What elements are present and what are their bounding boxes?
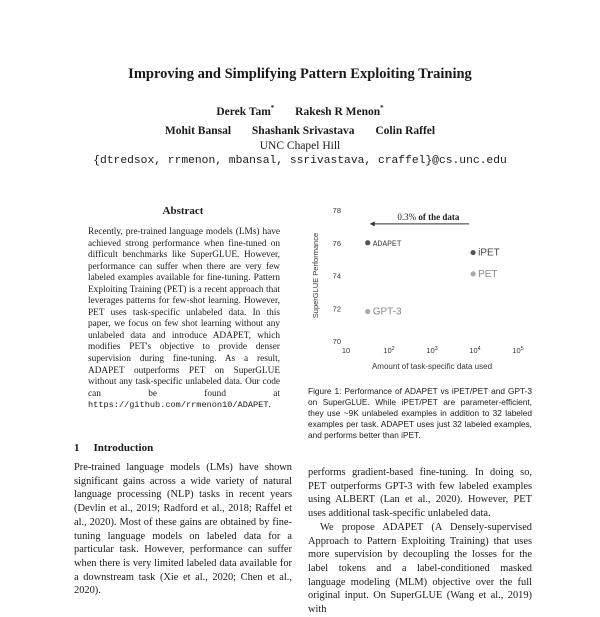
point-label: GPT-3 bbox=[372, 306, 402, 318]
x-tick-label: $10^3$ bbox=[426, 346, 438, 355]
paper-title: Improving and Simplifying Pattern Exploiting Training bbox=[128, 66, 472, 82]
x-tick-label: 10 bbox=[341, 346, 351, 355]
y-axis-label: SuperGLUE Performance bbox=[311, 232, 320, 319]
code-link[interactable]: https://github.com/rrmenon10/ADAPET bbox=[88, 400, 269, 411]
annotation-text: 0.3% of the data bbox=[397, 211, 460, 222]
data-point bbox=[470, 271, 475, 276]
arrow-head bbox=[370, 221, 375, 226]
point-label: iPET bbox=[478, 247, 500, 259]
intro-text: Pre-trained language models (LMs) have shown significant gains across a wide variety of natural language processing (NLP) tasks in recent years (Devlin et al., 2019; Radford et al., 2018; Raffel et al., 2020). Most of these gains are obtained by fine-tuning language models on labeled data for a particular task. However, performance can suffer when there is very limited labeled data available for a downstream task (Xie et al., 2020; Chen et al., 2020). bbox=[74, 462, 292, 597]
section-heading: 1 Introduction bbox=[74, 442, 154, 454]
affiliation: UNC Chapel Hill bbox=[259, 140, 341, 152]
chart-marks bbox=[365, 212, 500, 318]
data-point bbox=[365, 240, 370, 245]
author-name: Derek Tam* bbox=[216, 104, 275, 118]
y-tick-label: 74 bbox=[332, 271, 341, 281]
x-tick-label: $10^4$ bbox=[469, 346, 481, 355]
author-line-1 bbox=[0, 104, 600, 118]
y-tick-label: 70 bbox=[332, 337, 341, 346]
author-name: Colin Raffel bbox=[375, 125, 436, 137]
author-name: Rakesh R Menon* bbox=[295, 104, 384, 118]
x-tick-label: $10^5$ bbox=[512, 346, 524, 355]
abstract-heading: Abstract bbox=[162, 205, 204, 217]
author-name: Shashank Srivastava bbox=[251, 125, 355, 137]
paragraph: We propose ADAPET (A Densely-supervised Approach to Pattern Exploiting Training) that uses more supervision by decoupling the losses for the label tokens and a label-conditioned masked language modeling (MLM) objective over the full original input. On SuperGLUE (Wang et al., 2019) with bbox=[308, 521, 532, 616]
author-name: Mohit Bansal bbox=[164, 125, 232, 137]
paragraph: performs gradient-based fine-tuning. In doing so, PET outperforms GPT-3 with few labeled examples using ALBERT (Lan et al., 2020). However, PET uses additional task-specific unlabeled data. bbox=[308, 467, 532, 520]
point-label: ADAPET bbox=[372, 239, 402, 249]
author-line-2 bbox=[0, 125, 600, 137]
y-tick-label: 78 bbox=[332, 206, 341, 215]
figure-caption: Figure 1: Performance of ADAPET vs iPET/PET and GPT-3 on SuperGLUE. While iPET/PET are parameter-efficient, they use ~9K unlabeled examples in addition to 32 labeled examples per task. ADAPET uses just 32 labeled examples, and performs better than iPET. bbox=[308, 386, 532, 440]
data-point bbox=[470, 250, 475, 255]
chart-axes bbox=[311, 206, 524, 371]
data-point bbox=[365, 309, 370, 314]
y-tick-label: 76 bbox=[332, 238, 341, 248]
x-axis-label: Amount of task-specific data used bbox=[371, 362, 493, 371]
x-tick-label: $10^2$ bbox=[383, 346, 395, 355]
right-column-text bbox=[308, 466, 532, 617]
abstract-text: Recently, pre-trained language models (LMs) have achieved strong performance when fine-tuned on difficult benchmarks like SuperGLUE. However, performance can suffer when there are very few labeled examples available for fine-tuning. Pattern Exploiting Training (PET) is a recent approach that leverages patterns for few-shot learning. However, PET uses task-specific unlabeled data. In this paper, we focus on few shot learning without any unlabeled data and introduce ADAPET, which modifies PET's objective to provide denser supervision during fine-tuning. As a result, ADAPET outperforms PET on SuperGLUE without any task-specific unlabeled data. Our code can be found at https://github.com/rrmenon10/ADAPET. bbox=[88, 227, 280, 411]
y-tick-label: 72 bbox=[332, 304, 341, 314]
performance-chart bbox=[306, 200, 536, 390]
author-emails: {dtredsox, rrmenon, mbansal, ssrivastava, craffel}@cs.unc.edu bbox=[93, 155, 507, 167]
point-label: PET bbox=[478, 268, 498, 280]
